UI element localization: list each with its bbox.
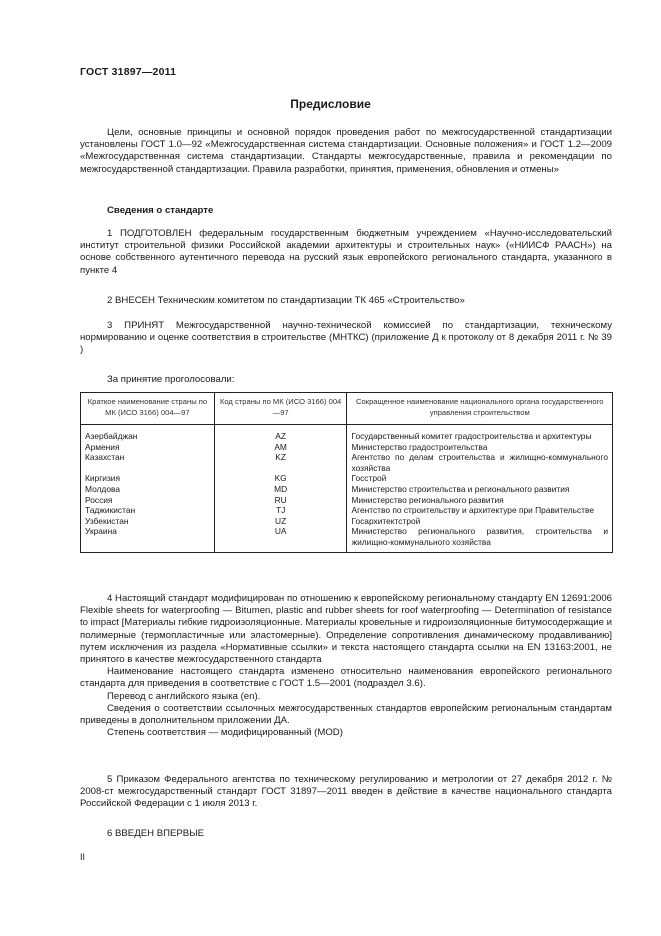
- table-row: [81, 526, 613, 552]
- table-row: [81, 425, 613, 442]
- authority-cell: Государственный комитет градостроительства и архитектуры: [347, 425, 613, 442]
- col-header-authority: Сокращенное наименование национального органа государственного управления строительством: [347, 393, 613, 425]
- authority-cell: Агентство по делам строительства и жилищно-коммунального хозяйства: [347, 452, 613, 473]
- code-cell: UZ: [214, 516, 347, 527]
- country-cell: Армения: [81, 442, 215, 453]
- item-3-paragraph: 3 ПРИНЯТ Межгосударственной научно-технической комиссией по стандартизации, техническому нормированию и оценке соответствия в строительстве (МНТКС) (приложение Д к протоколу от 8 декабря 2011 г. № 39 ): [80, 320, 612, 356]
- table-row: [81, 495, 613, 506]
- col-header-country: Краткое наименование страны по МК (ИСО 3166) 004—97: [81, 393, 215, 425]
- standard-code-header: ГОСТ 31897—2011: [80, 66, 177, 78]
- country-cell: Азербайджан: [81, 425, 215, 442]
- country-cell: Украина: [81, 526, 215, 552]
- code-cell: MD: [214, 484, 347, 495]
- page-number: II: [80, 852, 86, 862]
- authority-cell: Госстрой: [347, 473, 613, 484]
- voting-table: [80, 392, 613, 553]
- item-4-block: [80, 593, 612, 739]
- authority-cell: Агентство по строительству и архитектуре при Правительстве: [347, 505, 613, 516]
- table-header-row: [81, 393, 613, 425]
- code-cell: AM: [214, 442, 347, 453]
- authority-cell: Министерство строительства и регионального развития: [347, 484, 613, 495]
- code-cell: KZ: [214, 452, 347, 473]
- section-heading: Сведения о стандарте: [107, 205, 214, 216]
- code-cell: AZ: [214, 425, 347, 442]
- country-cell: Казахстан: [81, 452, 215, 473]
- country-cell: Киргизия: [81, 473, 215, 484]
- table-row: [81, 484, 613, 495]
- country-cell: Молдова: [81, 484, 215, 495]
- country-cell: Узбекистан: [81, 516, 215, 527]
- code-cell: TJ: [214, 505, 347, 516]
- authority-cell: Министерство регионального развития: [347, 495, 613, 506]
- table-row: [81, 505, 613, 516]
- item-2-paragraph: 2 ВНЕСЕН Техническим комитетом по стандартизации ТК 465 «Строительство»: [107, 295, 465, 306]
- item-4-name-note: Наименование настоящего стандарта изменено относительно наименования европейского регионального стандарта для приведения в соответствие с ГОСТ 1.5—2001 (подраздел 3.6).: [80, 666, 612, 690]
- item-1-paragraph: 1 ПОДГОТОВЛЕН федеральным государственным бюджетным учреждением «Научно-исследовательский институт строительной физики Российской академии архитектуры и строительных наук» («НИИСФ РААСН») на основе собственного аутентичного перевода на русский язык европейского регионального стандарта, указанного в пункте 4: [80, 228, 612, 276]
- authority-cell: Министерство градостроительства: [347, 442, 613, 453]
- table-row: [81, 516, 613, 527]
- item-4-paragraph: 4 Настоящий стандарт модифицирован по отношению к европейскому региональному стандарту EN 12691:2006 Flexible sheets for waterproofing — Bitumen, plastic and rubber sheets for roof waterproofing — Determination of resistance to impact [Материалы гибкие гидроизоляционные. Материалы кровельные и гидроизоляционные битумосодержащие и полимерные (термопластичные или эластомерные). Определение сопротивления динамическому продавливанию] путем исключения из раздела «Нормативные ссылки» и текста настоящего стандарта ссылки на EN 13163:2001, не принятого в качестве межгосударственного стандарта: [80, 593, 612, 666]
- item-6-paragraph: 6 ВВЕДЕН ВПЕРВЫЕ: [107, 828, 205, 839]
- table-row: [81, 452, 613, 473]
- item-5-paragraph: 5 Приказом Федерального агентства по техническому регулированию и метрологии от 27 декабря 2012 г. № 2008-ст межгосударственный стандарт ГОСТ 31897—2011 введен в действие в качестве национального стандарта Российской Федерации с 1 июля 2013 г.: [80, 774, 612, 810]
- code-cell: UA: [214, 526, 347, 552]
- intro-paragraph: Цели, основные принципы и основной порядок проведения работ по межгосударственной стандартизации установлены ГОСТ 1.0—92 «Межгосударственная система стандартизации. Основные положения» и ГОСТ 1.2—2009 «Межгосударственная система стандартизации. Стандарты межгосударственные, правила и рекомендации по межгосударственной стандартизации. Правила разработки, принятия, применения, обновления и отмены»: [80, 127, 612, 175]
- item-4-conformity-note: Степень соответствия — модифицированный (MOD): [107, 727, 343, 739]
- page-title: Предисловие: [290, 97, 371, 111]
- authority-cell: Госархитектстрой: [347, 516, 613, 527]
- voted-label: За принятие проголосовали:: [107, 374, 235, 385]
- item-4-translation-note: Перевод с английского языка (en).: [107, 690, 261, 702]
- table-row: [81, 442, 613, 453]
- code-cell: KG: [214, 473, 347, 484]
- country-cell: Россия: [81, 495, 215, 506]
- table-row: [81, 473, 613, 484]
- country-cell: Таджикистан: [81, 505, 215, 516]
- item-4-references-note: Сведения о соответствии ссылочных межгосударственных стандартов европейским региональным стандартам приведены в дополнительном приложении ДА.: [80, 702, 612, 727]
- code-cell: RU: [214, 495, 347, 506]
- col-header-code: Код страны по МК (ИСО 3166) 004—97: [214, 393, 347, 425]
- authority-cell: Министерство регионального развития, строительства и жилищно-коммунального хозяйства: [347, 526, 613, 552]
